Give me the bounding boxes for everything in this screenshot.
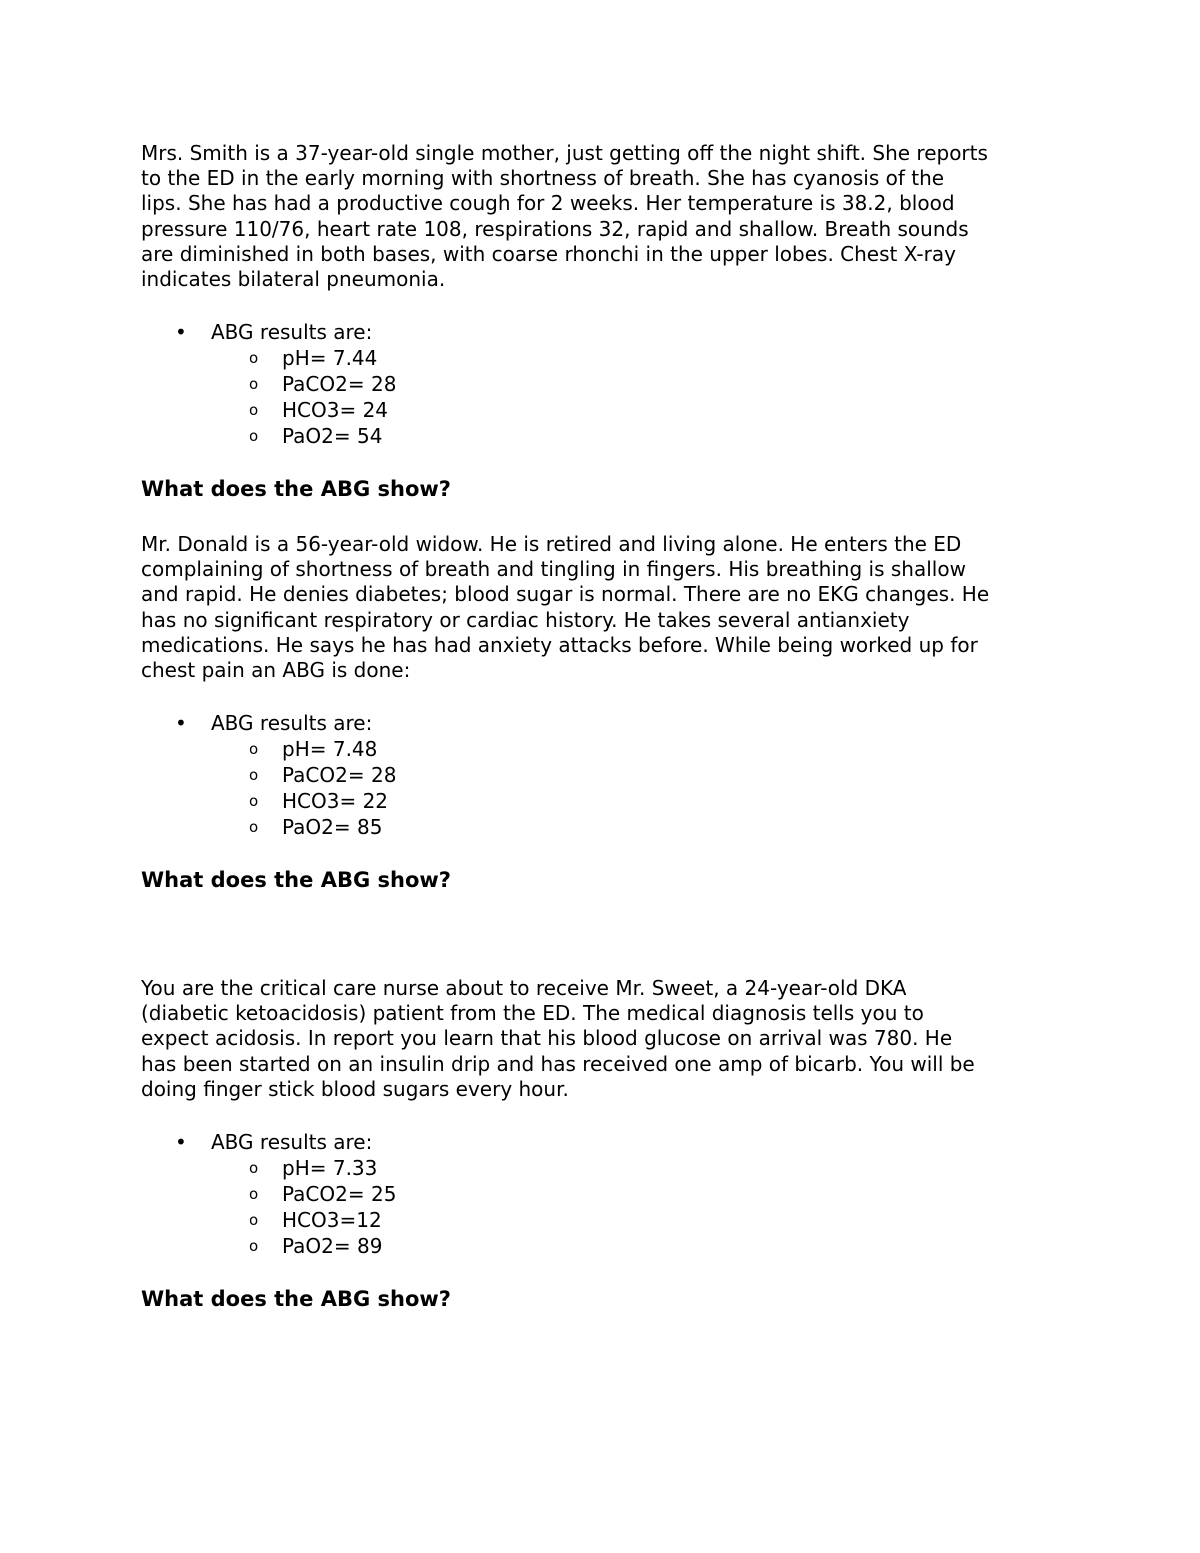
case-1-question: What does the ABG show? [141,477,451,501]
sub-bullet-icon: o [249,792,259,810]
abg-result-paco2: PaCO2= 25 [282,1182,397,1206]
sub-bullet-icon: o [249,349,259,367]
abg-result-ph: pH= 7.33 [282,1156,378,1180]
text-line: You are the critical care nurse about to receive Mr. Sweet, a 24-year-old DKA [141,976,907,1000]
sub-bullet-icon: o [249,766,259,784]
abg-result-pao2: PaO2= 85 [282,815,383,839]
bullet-icon: • [175,711,187,735]
sub-bullet-icon: o [249,740,259,758]
text-line: complaining of shortness of breath and tingling in fingers. His breathing is shallow [141,557,966,582]
abg-result-hco3: HCO3= 22 [282,789,389,813]
abg-label: ABG results are: [211,320,373,344]
sub-bullet-icon: o [249,1211,259,1229]
text-line: has no significant respiratory or cardiac history. He takes several antianxiety [141,607,910,632]
sub-bullet-icon: o [249,427,259,445]
case-2-paragraph [141,532,989,683]
sub-bullet-icon: o [249,375,259,393]
abg-label: ABG results are: [211,1130,373,1154]
bullet-icon: • [175,320,187,344]
abg-result-hco3: HCO3= 24 [282,398,389,422]
text-line: and rapid. He denies diabetes; blood sugar is normal. There are no EKG changes. He [141,582,990,607]
abg-result-hco3: HCO3=12 [282,1208,382,1232]
text-line: to the ED in the early morning with shortness of breath. She has cyanosis of the [141,166,945,191]
case-3-paragraph [141,976,975,1102]
abg-result-pao2: PaO2= 54 [282,424,383,448]
text-line: Mrs. Smith is a 37-year-old single mother, just getting off the night shift. She reports [141,141,988,165]
case-2-question: What does the ABG show? [141,868,451,892]
text-line: doing finger stick blood sugars every hour. [141,1076,569,1101]
text-line: pressure 110/76, heart rate 108, respirations 32, rapid and shallow. Breath sounds [141,216,969,241]
sub-bullet-icon: o [249,1185,259,1203]
abg-result-paco2: PaCO2= 28 [282,763,397,787]
sub-bullet-icon: o [249,818,259,836]
abg-result-pao2: PaO2= 89 [282,1234,383,1258]
sub-bullet-icon: o [249,1159,259,1177]
text-line: indicates bilateral pneumonia. [141,267,446,292]
abg-result-ph: pH= 7.48 [282,737,378,761]
sub-bullet-icon: o [249,401,259,419]
text-line: has been started on an insulin drip and has received one amp of bicarb. You will be [141,1051,975,1076]
abg-result-ph: pH= 7.44 [282,346,378,370]
text-line: Mr. Donald is a 56-year-old widow. He is retired and living alone. He enters the ED [141,532,962,556]
text-line: medications. He says he has had anxiety attacks before. While being worked up for [141,632,978,657]
case-3-question: What does the ABG show? [141,1287,451,1311]
abg-label: ABG results are: [211,711,373,735]
abg-result-paco2: PaCO2= 28 [282,372,397,396]
case-1-paragraph [141,141,988,292]
text-line: are diminished in both bases, with coarse rhonchi in the upper lobes. Chest X-ray [141,241,956,266]
text-line: lips. She has had a productive cough for 2 weeks. Her temperature is 38.2, blood [141,191,955,216]
sub-bullet-icon: o [249,1237,259,1255]
bullet-icon: • [175,1130,187,1154]
text-line: expect acidosis. In report you learn that his blood glucose on arrival was 780. He [141,1026,953,1051]
text-line: chest pain an ABG is done: [141,658,411,683]
text-line: (diabetic ketoacidosis) patient from the ED. The medical diagnosis tells you to [141,1001,924,1026]
